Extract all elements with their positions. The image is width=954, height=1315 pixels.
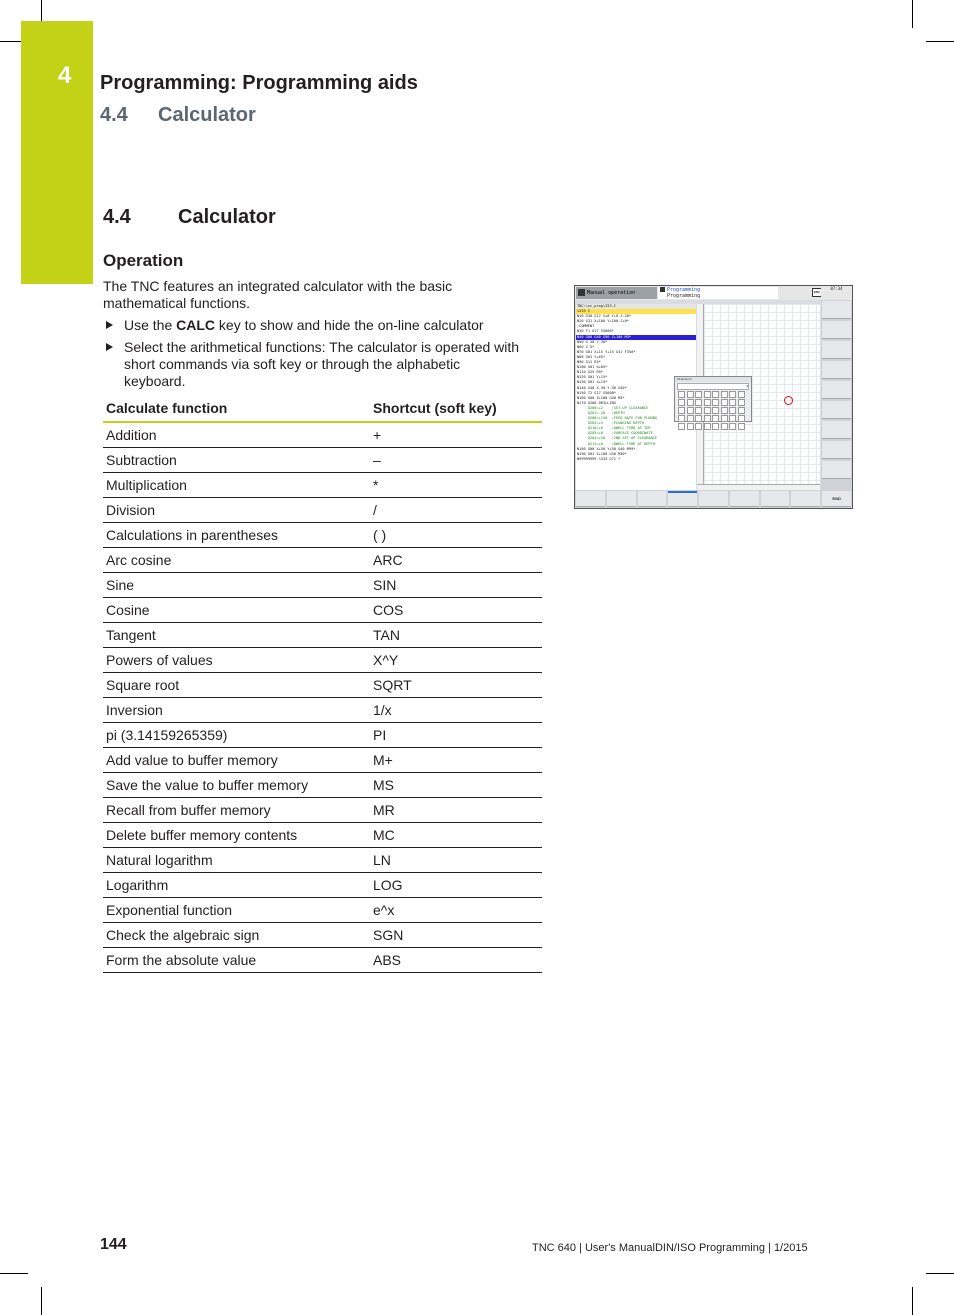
softkey: [822, 421, 851, 439]
calculator-value: 0: [746, 384, 748, 388]
program-line: N99999999 %333 G71 *: [577, 456, 621, 461]
function-name-cell: Natural logarithm: [103, 848, 370, 873]
calculator-key: [729, 407, 736, 414]
shortcut-cell: TAN: [370, 623, 542, 648]
program-line: Q201=-20 ;DEPTH: [577, 410, 625, 415]
table-row: [103, 723, 542, 748]
table-row: [103, 848, 542, 873]
manual-mode-icon: [578, 289, 585, 296]
program-line: Q202=+5 ;PLUNGING DEPTH: [577, 421, 645, 426]
program-line: N180 G00 X+50 Y+50 G40 M99*: [577, 446, 636, 451]
calculator-key: [695, 407, 702, 414]
clock: 07:34: [821, 286, 852, 300]
program-line: N10 G30 G17 X+0 Y+0 Z-20*: [577, 314, 632, 319]
function-name-cell: Addition: [103, 422, 370, 448]
calculator-key: [704, 407, 711, 414]
softkey: [638, 491, 667, 507]
shortcut-cell: 1/x: [370, 698, 542, 723]
calculator-key: [721, 399, 728, 406]
shortcut-cell: COS: [370, 598, 542, 623]
program-line: Q204=+50 ;2ND SET-UP CLEARANCE: [577, 436, 658, 441]
mode-label: Manual operation: [587, 290, 636, 296]
table-row: [103, 648, 542, 673]
end-softkey: END: [822, 491, 851, 507]
program-line: N80 G01 Y+65*: [577, 354, 606, 359]
table-row: [103, 523, 542, 548]
shortcut-cell: –: [370, 448, 542, 473]
program-line: %333 I: [576, 309, 696, 314]
chapter-title: Programming: Programming aids: [100, 72, 418, 94]
calculator-key: [704, 423, 711, 430]
table-row: [103, 422, 542, 448]
program-line: TNC:\nc_prog\333.I: [576, 304, 696, 309]
shortcut-cell: M+: [370, 748, 542, 773]
function-name-cell: Save the value to buffer memory: [103, 773, 370, 798]
crop-mark: [0, 1273, 28, 1274]
crop-mark: [912, 1287, 913, 1315]
shortcut-cell: ( ): [370, 523, 542, 548]
softkey: [730, 491, 759, 507]
table-row: [103, 898, 542, 923]
table-row: [103, 623, 542, 648]
calculator-key: [695, 423, 702, 430]
table-row: [103, 923, 542, 948]
calculator-key: [729, 415, 736, 422]
calculator-display: [677, 383, 749, 390]
calculator-key: [704, 391, 711, 398]
program-line: N20 G31 X+100 Y+100 Z+0*: [577, 319, 629, 324]
softkey: [607, 491, 636, 507]
calculator-functions-table: [103, 396, 542, 973]
crop-mark: [0, 41, 21, 42]
instruction-item: [103, 317, 523, 334]
calculator-key: [721, 423, 728, 430]
program-line: N120 G01 Y+15*: [577, 375, 608, 380]
page-number: 144: [100, 1236, 127, 1253]
instruction-list: [103, 317, 523, 395]
softkey: [822, 441, 851, 459]
section-title: Calculator: [178, 206, 276, 228]
calculator-key: [738, 407, 745, 414]
softkey: [822, 461, 851, 479]
softkey: [822, 321, 851, 339]
softkey: [699, 491, 728, 507]
table-row: [103, 573, 542, 598]
vertical-softkey-bar: [821, 300, 852, 490]
crop-mark: [41, 1287, 42, 1315]
calculator-title: Standard: [675, 377, 751, 382]
mode-sublabel: Programming: [667, 293, 701, 299]
shortcut-cell: SIN: [370, 573, 542, 598]
calculator-key: [678, 407, 685, 414]
calc-key-name: CALC: [176, 317, 216, 333]
table-row: [103, 598, 542, 623]
calculator-key: [687, 423, 694, 430]
arrow-bullet-icon: [106, 321, 113, 329]
calculator-key: [678, 415, 685, 422]
function-name-cell: Calculations in parentheses: [103, 523, 370, 548]
mode-manual-operation: [576, 287, 657, 299]
table-header-row: [103, 396, 542, 422]
program-line: N100 G01 X+85*: [577, 365, 608, 370]
softkey: [822, 361, 851, 379]
calculator-key: [695, 415, 702, 422]
mode-bar: [575, 286, 820, 300]
table-row: [103, 823, 542, 848]
calculator-key: [678, 423, 685, 430]
shortcut-cell: LOG: [370, 873, 542, 898]
program-line: Q203=+0 ;SURFACE COORDINATE: [577, 431, 653, 436]
program-line: Q200=+2 ;SET-UP CLEARANCE: [577, 405, 649, 410]
instruction-item: [103, 339, 523, 390]
table-row: [103, 698, 542, 723]
column-header-function: Calculate function: [103, 396, 370, 422]
shortcut-cell: MC: [370, 823, 542, 848]
function-name-cell: Multiplication: [103, 473, 370, 498]
softkey: [761, 491, 790, 507]
program-line: N150 T2 G17 S5000*: [577, 390, 616, 395]
program-line: N140 G40 X-30 Y-30 G40*: [577, 385, 627, 390]
program-line: Q210=+0 ;DWELL TIME AT TOP: [577, 426, 651, 431]
calculator-window: [674, 376, 752, 422]
shortcut-cell: ARC: [370, 548, 542, 573]
program-line: Q206=+150 ;FEED RATE FOR PLNGNG: [577, 416, 658, 421]
instruction-text: key to show and hide the on-line calculator: [215, 317, 484, 333]
mode-programming: [658, 287, 778, 299]
function-name-cell: Delete buffer memory contents: [103, 823, 370, 848]
table-row: [103, 948, 542, 973]
calculator-keypad: [675, 391, 751, 430]
table-row: [103, 798, 542, 823]
programming-mode-icon: [660, 287, 665, 292]
calculator-key: [721, 415, 728, 422]
calculator-key: [729, 399, 736, 406]
program-line: N60 Z-5*: [577, 344, 595, 349]
table-row: [103, 548, 542, 573]
column-header-shortcut: Shortcut (soft key): [370, 396, 542, 422]
calculator-key: [695, 391, 702, 398]
table-row: [103, 498, 542, 523]
shortcut-cell: SGN: [370, 923, 542, 948]
program-line: N190 G01 Z+100 G40 M30*: [577, 451, 627, 456]
function-name-cell: Arc cosine: [103, 548, 370, 573]
softkey: [791, 491, 820, 507]
table-row: [103, 773, 542, 798]
chapter-tab: [21, 21, 93, 284]
softkey: [668, 491, 697, 507]
calculator-key: [738, 391, 745, 398]
calculator-key: [712, 407, 719, 414]
program-line: N30 T1 G17 S5000*: [577, 329, 614, 334]
function-name-cell: Division: [103, 498, 370, 523]
function-name-cell: Inversion: [103, 698, 370, 723]
arrow-bullet-icon: [106, 343, 113, 351]
running-section-header: [100, 104, 256, 127]
program-line: N170 G200 DRILLING: [577, 400, 616, 405]
dnc-logo: DNC: [812, 288, 822, 297]
calculator-key: [712, 391, 719, 398]
function-name-cell: Powers of values: [103, 648, 370, 673]
calculator-key: [738, 399, 745, 406]
calculator-key: [721, 407, 728, 414]
table-row: [103, 673, 542, 698]
function-name-cell: Form the absolute value: [103, 948, 370, 973]
program-line: N160 G00 Z+100 G40 M3*: [577, 395, 625, 400]
calculator-key: [738, 423, 745, 430]
instruction-text: Select the arithmetical functions: The calculator is operated with short commands via soft key or through the alphabetic keyboard.: [124, 339, 520, 389]
function-name-cell: Tangent: [103, 623, 370, 648]
calculator-key: [704, 415, 711, 422]
horizontal-softkey-bar: [575, 490, 852, 508]
function-name-cell: Square root: [103, 673, 370, 698]
intro-paragraph: The TNC features an integrated calculator with the basic mathematical functions.: [103, 278, 453, 311]
calculator-key: [738, 415, 745, 422]
crosshair-icon: [784, 396, 793, 405]
footer-text: TNC 640 | User's ManualDIN/ISO Programming | 1/2015: [532, 1242, 808, 1254]
calculator-key: [721, 391, 728, 398]
program-line: N90 G11 R5*: [577, 360, 601, 365]
softkey: [576, 491, 605, 507]
chapter-number: 4: [58, 62, 72, 89]
calculator-key: [678, 391, 685, 398]
calculator-key: [687, 415, 694, 422]
section-heading: [103, 206, 276, 229]
calculator-key: [704, 399, 711, 406]
shortcut-cell: *: [370, 473, 542, 498]
calculator-key: [712, 399, 719, 406]
program-line: N40 G00 G40 G90 Z+100 M3*: [576, 335, 696, 340]
table-row: [103, 873, 542, 898]
table-row: [103, 448, 542, 473]
shortcut-cell: MS: [370, 773, 542, 798]
calculator-key: [712, 415, 719, 422]
program-line: Q211=+0 ;DWELL TIME AT DEPTH: [577, 441, 655, 446]
mode-label: Programming: [667, 287, 701, 293]
shortcut-cell: SQRT: [370, 673, 542, 698]
shortcut-cell: PI: [370, 723, 542, 748]
function-name-cell: Cosine: [103, 598, 370, 623]
running-section-number: 4.4: [100, 104, 128, 126]
function-name-cell: Recall from buffer memory: [103, 798, 370, 823]
table-row: [103, 473, 542, 498]
table-row: [103, 748, 542, 773]
subsection-heading: Operation: [103, 251, 184, 270]
running-section-title: Calculator: [158, 104, 256, 126]
section-number: 4.4: [103, 206, 131, 228]
softkey: [822, 301, 851, 319]
tnc-calculator-screenshot: [574, 285, 853, 509]
function-name-cell: Logarithm: [103, 873, 370, 898]
shortcut-cell: LN: [370, 848, 542, 873]
crop-mark: [926, 1273, 954, 1274]
program-line: N130 G01 X+15*: [577, 380, 608, 385]
shortcut-cell: ABS: [370, 948, 542, 973]
crop-mark: [41, 0, 42, 21]
calculator-key: [695, 399, 702, 406]
softkey: [822, 341, 851, 359]
softkey: [822, 401, 851, 419]
calculator-key: [729, 423, 736, 430]
shortcut-cell: /: [370, 498, 542, 523]
shortcut-cell: MR: [370, 798, 542, 823]
function-name-cell: Sine: [103, 573, 370, 598]
program-line: N110 G25 R5*: [577, 370, 603, 375]
program-line: N50 X-30 Y-30*: [577, 339, 608, 344]
program-line: N70 G01 X+15 Y+15 G41 F350*: [577, 349, 636, 354]
calculator-key: [729, 391, 736, 398]
calculator-key: [687, 399, 694, 406]
function-name-cell: Check the algebraic sign: [103, 923, 370, 948]
shortcut-cell: +: [370, 422, 542, 448]
calculator-key: [687, 391, 694, 398]
calculator-key: [687, 407, 694, 414]
calculator-key: [678, 399, 685, 406]
crop-mark: [926, 41, 954, 42]
softkey: [822, 381, 851, 399]
function-name-cell: Add value to buffer memory: [103, 748, 370, 773]
function-name-cell: Subtraction: [103, 448, 370, 473]
shortcut-cell: e^x: [370, 898, 542, 923]
function-name-cell: Exponential function: [103, 898, 370, 923]
crop-mark: [912, 0, 913, 28]
calculator-key: [712, 423, 719, 430]
instruction-text: Use the: [124, 317, 177, 333]
shortcut-cell: X^Y: [370, 648, 542, 673]
function-name-cell: pi (3.14159265359): [103, 723, 370, 748]
program-line: ;COMMENT: [577, 324, 595, 329]
